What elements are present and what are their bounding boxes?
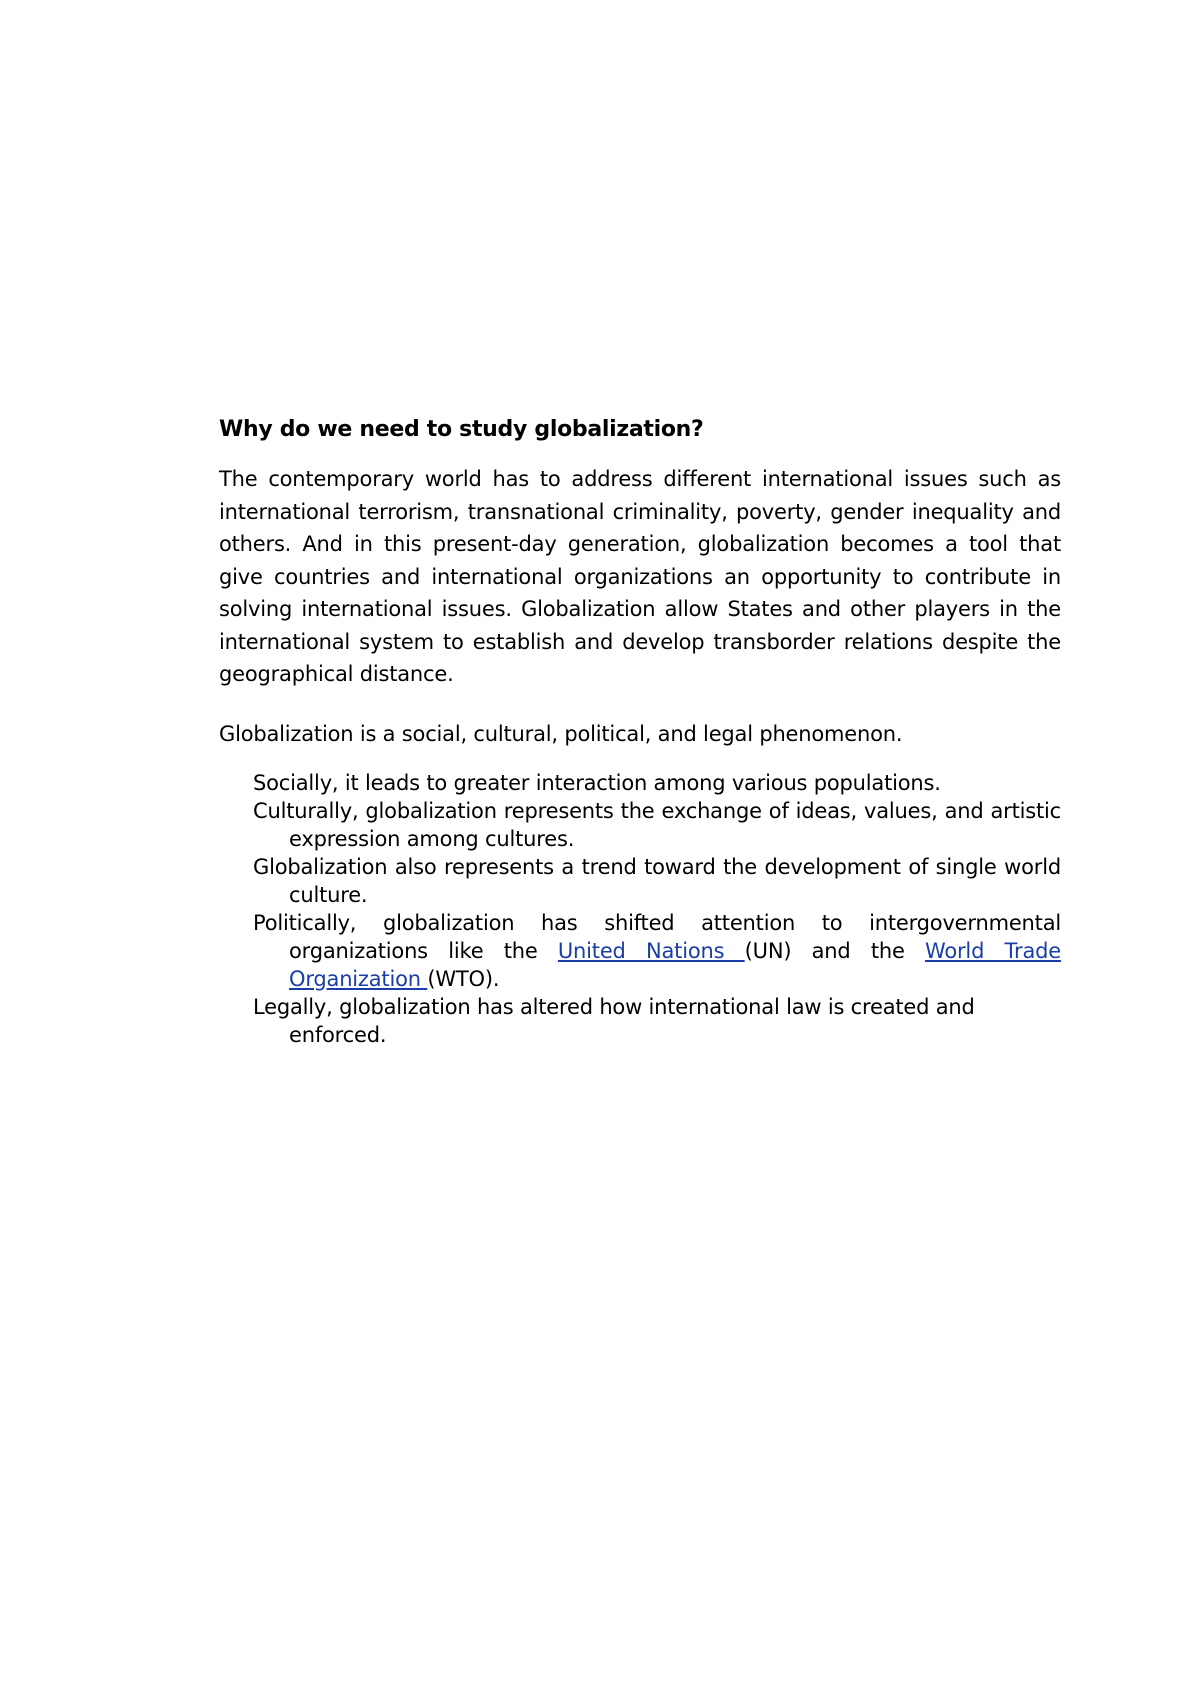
political-text-middle: (UN) and the — [744, 938, 926, 963]
world-trade-organization-link[interactable]: World Trade Organization — [289, 938, 1061, 991]
political-text-after: (WTO). — [427, 966, 500, 991]
phenomenon-statement: Globalization is a social, cultural, political, and legal phenomenon. — [219, 721, 903, 746]
section-heading: Why do we need to study globalization? — [219, 417, 704, 442]
list-item-single-culture: Globalization also represents a trend toward the development of single world culture. — [253, 854, 1061, 907]
document-page — [219, 415, 1061, 1049]
list-item-social: Socially, it leads to greater interaction among various populations. — [253, 770, 941, 795]
list-item-legal: Legally, globalization has altered how international law is created and enforced. — [253, 994, 975, 1047]
list-item-political — [219, 909, 1061, 993]
political-text-before: Politically, globalization has shifted attention to intergovernmental organizations like the — [253, 910, 1061, 963]
united-nations-link[interactable]: United Nations — [557, 938, 745, 963]
list-item-cultural: Culturally, globalization represents the exchange of ideas, values, and artistic expression among cultures. — [253, 798, 1061, 851]
aspects-list — [219, 769, 1061, 1049]
intro-paragraph: The contemporary world has to address different international issues such as international terrorism, transnational criminality, poverty, gender inequality and others. And in this present-day generation, globalization becomes a tool that give countries and international organizations an opportunity to contribute in solving international issues. Globalization allow States and other players in the international system to establish and develop transborder relations despite the geographical distance. — [219, 467, 1061, 686]
